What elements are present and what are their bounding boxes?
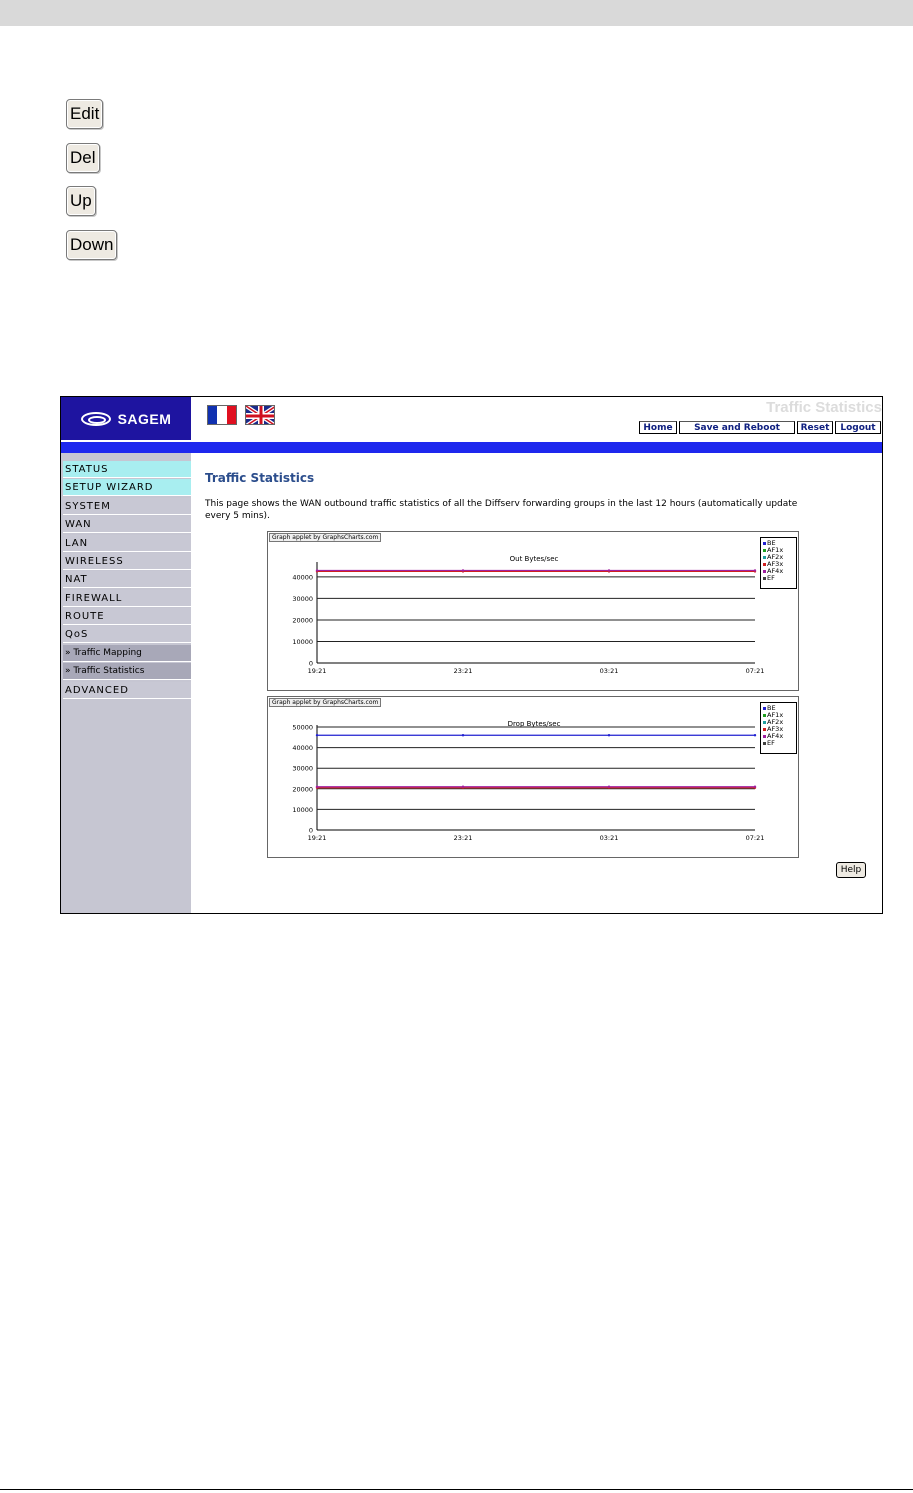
y-tick-label: 30000: [292, 594, 313, 603]
legend-swatch: [763, 735, 766, 738]
edit-button-image: Edit: [66, 99, 103, 129]
data-point: [462, 786, 464, 788]
chart-title: Out Bytes/sec: [509, 555, 559, 563]
save-and-reboot-button[interactable]: Save and Reboot: [679, 421, 795, 434]
reset-button[interactable]: Reset: [797, 421, 833, 434]
sidebar-item-firewall[interactable]: FIREWALL: [63, 590, 191, 607]
french-flag-icon[interactable]: [207, 405, 237, 425]
y-tick-label: 20000: [292, 785, 313, 794]
chart-credit: Graph applet by GraphsCharts.com: [269, 533, 381, 542]
sidebar-item-qos[interactable]: QoS: [63, 626, 191, 643]
x-tick-label: 03:21: [599, 834, 619, 842]
x-tick-label: 23:21: [453, 667, 473, 675]
chart-legend: [760, 537, 797, 589]
logout-button[interactable]: Logout: [835, 421, 881, 434]
page-description: This page shows the WAN outbound traffic statistics of all the Diffserv forwarding groups in the last 12 hours (automatically update every 5 mins).: [205, 499, 798, 521]
y-tick-label: 10000: [292, 805, 313, 814]
sidebar-item-traffic-mapping[interactable]: » Traffic Mapping: [63, 645, 191, 662]
legend-swatch: [763, 728, 766, 731]
x-tick-label: 03:21: [599, 667, 619, 675]
sidebar-item-status[interactable]: STATUS: [63, 461, 191, 478]
document-footer-line: [0, 1489, 913, 1490]
sidebar-item-wireless[interactable]: WIRELESS: [63, 553, 191, 570]
y-tick-label: 10000: [292, 637, 313, 646]
legend-swatch: [763, 549, 766, 552]
header-divider: [61, 442, 882, 453]
data-point: [462, 569, 464, 571]
x-tick-label: 23:21: [453, 834, 473, 842]
sidebar-item-route[interactable]: ROUTE: [63, 608, 191, 625]
legend-label: BE: [767, 704, 776, 712]
x-tick-label: 07:21: [745, 667, 765, 675]
legend-item: [763, 740, 796, 747]
legend-swatch: [763, 556, 766, 559]
legend-label: AF1x: [767, 546, 784, 554]
document-header-bar: [0, 0, 913, 26]
sidebar-item-setup-wizard[interactable]: SETUP WIZARD: [63, 479, 191, 496]
legend-label: AF2x: [767, 718, 784, 726]
up-button-image: Up: [66, 186, 96, 216]
data-point: [754, 569, 756, 571]
y-tick-label: 0: [308, 826, 313, 835]
legend-swatch: [763, 721, 766, 724]
sagem-logo-icon: [81, 412, 111, 426]
top-navigation: [639, 421, 881, 434]
legend-label: EF: [767, 739, 775, 747]
uk-flag-icon[interactable]: [245, 405, 275, 425]
header-page-title: Traffic Statistics: [766, 399, 882, 416]
data-point: [316, 734, 318, 736]
down-button-image: Down: [66, 230, 117, 260]
data-point: [754, 734, 756, 736]
x-tick-label: 19:21: [307, 667, 327, 675]
legend-label: AF4x: [767, 567, 784, 575]
legend-swatch: [763, 542, 766, 545]
data-point: [316, 569, 318, 571]
x-tick-label: 07:21: [745, 834, 765, 842]
sidebar-item-wan[interactable]: WAN: [63, 516, 191, 533]
data-point: [608, 786, 610, 788]
legend-label: AF2x: [767, 553, 784, 561]
data-point: [754, 786, 756, 788]
legend-swatch: [763, 707, 766, 710]
router-screenshot: [60, 396, 883, 914]
y-tick-label: 50000: [292, 723, 313, 732]
legend-label: AF4x: [767, 732, 784, 740]
del-button-image: Del: [66, 143, 100, 173]
legend-swatch: [763, 742, 766, 745]
legend-swatch: [763, 563, 766, 566]
logo-text: SAGEM: [117, 410, 172, 427]
legend-label: EF: [767, 574, 775, 582]
legend-swatch: [763, 577, 766, 580]
data-point: [608, 569, 610, 571]
sidebar-item-advanced[interactable]: ADVANCED: [63, 682, 191, 699]
legend-label: AF1x: [767, 711, 784, 719]
sagem-logo: [61, 397, 191, 440]
page-title: Traffic Statistics: [205, 471, 315, 485]
legend-label: BE: [767, 539, 776, 547]
out-bytes-chart: [267, 531, 799, 691]
data-point: [316, 786, 318, 788]
y-tick-label: 40000: [292, 744, 313, 753]
sidebar-item-system[interactable]: SYSTEM: [63, 498, 191, 515]
legend-swatch: [763, 570, 766, 573]
x-tick-label: 19:21: [307, 834, 327, 842]
sidebar: [61, 453, 191, 913]
legend-label: AF3x: [767, 725, 784, 733]
y-tick-label: 30000: [292, 764, 313, 773]
chart-legend: [760, 702, 797, 754]
sidebar-item-lan[interactable]: LAN: [63, 535, 191, 552]
drop-bytes-chart: [267, 696, 799, 858]
sidebar-item-nat[interactable]: NAT: [63, 571, 191, 588]
chart-title: Drop Bytes/sec: [507, 720, 561, 728]
chart-credit: Graph applet by GraphsCharts.com: [269, 698, 381, 707]
legend-swatch: [763, 714, 766, 717]
legend-item: [763, 575, 796, 582]
y-tick-label: 0: [308, 659, 313, 668]
legend-label: AF3x: [767, 560, 784, 568]
help-button[interactable]: Help: [836, 862, 866, 878]
home-button[interactable]: Home: [639, 421, 677, 434]
sidebar-item-traffic-statistics[interactable]: » Traffic Statistics: [63, 663, 191, 680]
data-point: [608, 734, 610, 736]
y-tick-label: 40000: [292, 573, 313, 582]
y-tick-label: 20000: [292, 616, 313, 625]
data-point: [462, 734, 464, 736]
